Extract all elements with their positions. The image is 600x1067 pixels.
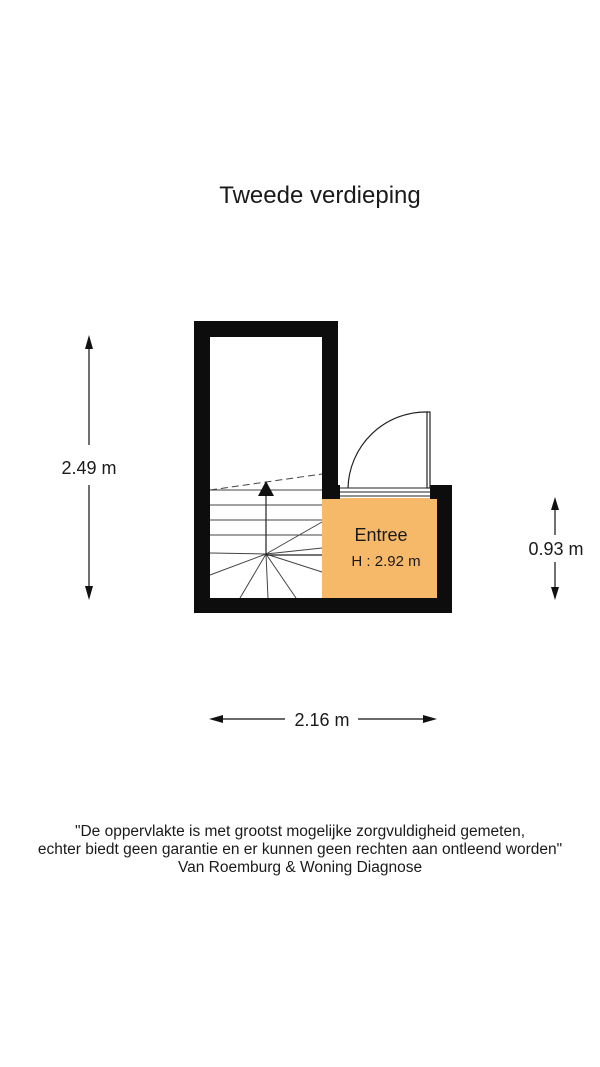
dimension-label-width: 2.16 m [294, 710, 350, 730]
wall-top [194, 321, 338, 337]
wall-bottom [194, 598, 452, 613]
entree-room-fill [322, 498, 438, 599]
page-title: Tweede verdieping [219, 182, 421, 209]
door-threshold [340, 488, 431, 496]
dimension-width [209, 710, 437, 730]
room-name-entree: Entree [354, 525, 408, 545]
disclaimer-line-1: "De oppervlakte is met grootst mogelijke zorgvuldigheid gemeten, [74, 823, 526, 840]
wall-right-entree [437, 485, 452, 613]
dimension-total-height [61, 335, 116, 600]
dimension-label-total-height: 2.49 m [61, 458, 117, 478]
dimension-label-entry-height: 0.93 m [528, 539, 584, 559]
room-height-entree: H : 2.92 m [351, 553, 421, 570]
wall-stub-right [430, 485, 439, 499]
wall-stub-left [322, 485, 340, 499]
door-swing [348, 412, 430, 488]
dimension-entry-height [528, 497, 583, 600]
disclaimer-line-3: Van Roemburg & Woning Diagnose [177, 859, 423, 876]
disclaimer [0, 823, 600, 877]
wall-left [194, 321, 210, 613]
wall-right-upper [322, 321, 338, 498]
disclaimer-line-2: echter biedt geen garantie en er kunnen geen rechten aan ontleend worden" [37, 841, 563, 858]
stair-direction-arrow [258, 481, 322, 555]
